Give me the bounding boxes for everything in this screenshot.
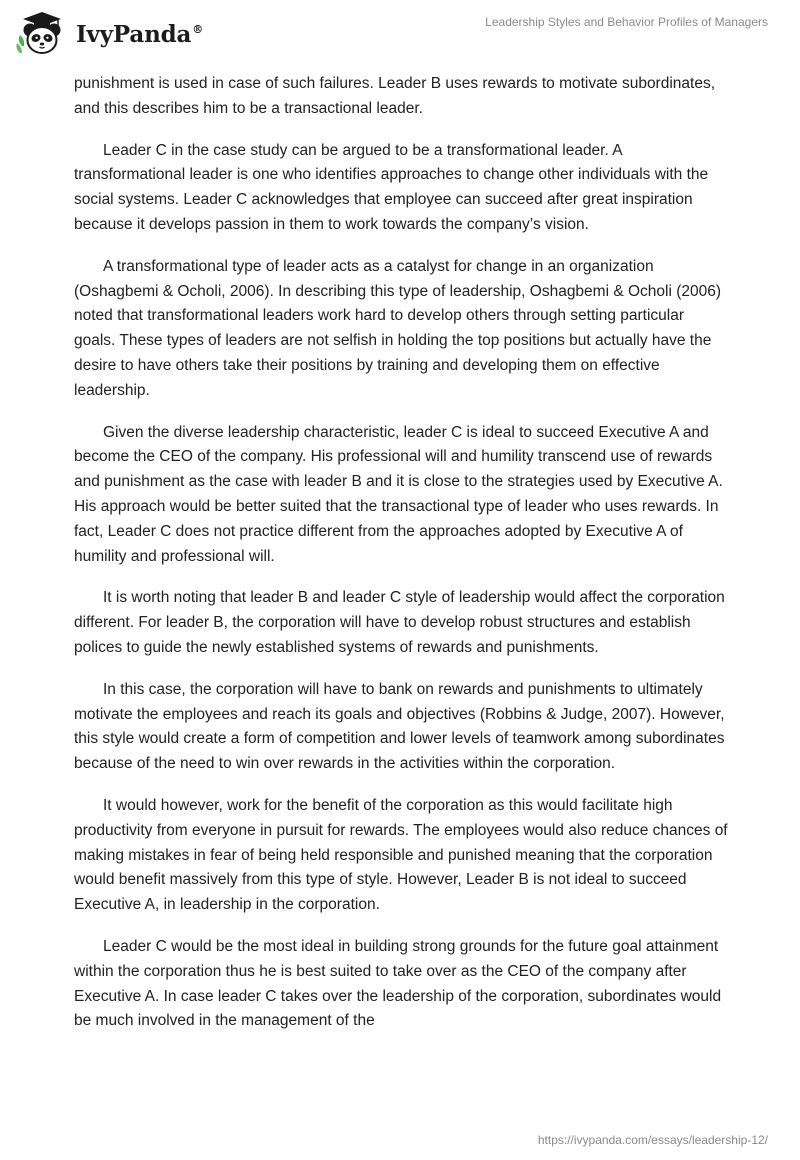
paragraph: punishment is used in case of such failures. Leader B uses rewards to motivate subordinates, and this describes him to be a transactional leader. [74, 75, 716, 117]
paragraph: Leader C would be the most ideal in building strong grounds for the future goal attainment within the corporation thus he is best suited to take over as the CEO of the company after Executive A. In case leader C takes over the leadership of the corporation, subordinates would be much involved in the management of the [74, 937, 722, 1030]
page-header [0, 0, 800, 64]
paragraph: Leader C in the case study can be argued to be a transformational leader. A transformational leader is one who identifies approaches to change other individuals with the social systems. Leader C acknowledges that employee can succeed after great inspiration because it develops passion in them to work towards the company’s vision. [74, 141, 709, 233]
essay-body [74, 72, 728, 1051]
paragraph: A transformational type of leader acts as a catalyst for change in an organization (Oshagbemi & Ocholi, 2006). In describing this type of leadership, Oshagbemi & Ocholi (2006) noted that transformational leaders work hard to develop others through setting particular goals. These types of leaders are not selfish in holding the top positions but actually have the desire to have others take their positions by training and developing them on effective leadership. [74, 257, 722, 399]
document-title: Leadership Styles and Behavior Profiles of Managers [485, 15, 768, 29]
paragraph: In this case, the corporation will have to bank on rewards and punishments to ultimately motivate the employees and reach its goals and objectives (Robbins & Judge, 2007). However, this style would create a form of competition and lower levels of teamwork among subordinates because of the need to win over rewards in the activities within the corporation. [74, 680, 725, 773]
ivypanda-logo[interactable] [14, 8, 203, 58]
paragraph: It would however, work for the benefit of the corporation as this would facilitate high productivity from everyone in pursuit for rewards. The employees would also reduce chances of making mistakes in fear of being held responsible and punished meaning that the corporation would benefit massively from this type of style. However, Leader B is not ideal to succeed Executive A, in leadership in the corporation. [74, 796, 728, 914]
panda-graduate-icon [14, 8, 70, 58]
paragraph: Given the diverse leadership characteristic, leader C is ideal to succeed Executive A and become the CEO of the company. His professional will and humility transcend use of rewards and punishment as the case with leader B and it is close to the strategies used by Executive A. His approach would be better suited that the transactional type of leader who uses rewards. In fact, Leader C does not practice different from the approaches adopted by Executive A of humility and professional will. [74, 423, 723, 565]
source-url-link[interactable]: https://ivypanda.com/essays/leadership-12/ [537, 1133, 768, 1147]
paragraph: It is worth noting that leader B and leader C style of leadership would affect the corporation different. For leader B, the corporation will have to develop robust structures and establish polices to guide the newly established systems of rewards and punishments. [74, 589, 725, 656]
logo-wordmark: IvyPanda® [76, 20, 203, 48]
